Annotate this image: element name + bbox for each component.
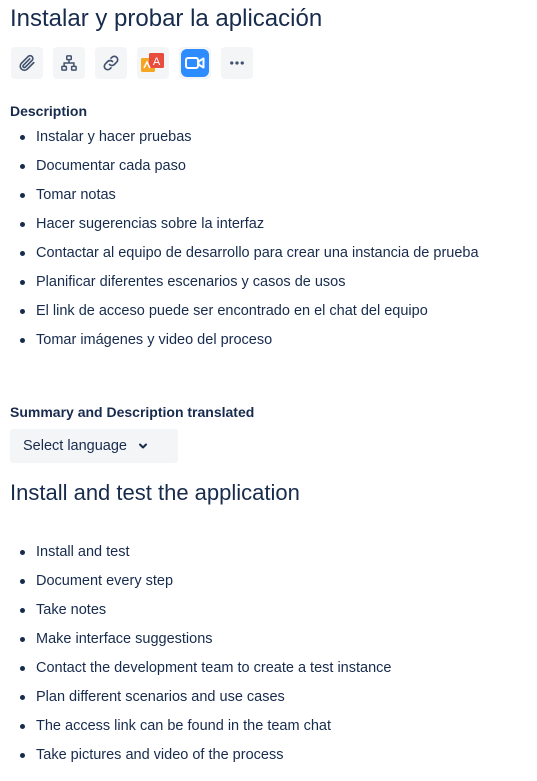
translated-list (0, 542, 391, 765)
list-item: Contactar al equipo de desarrollo para crear una instancia de prueba (0, 243, 479, 263)
list-item: Plan different scenarios and use cases (0, 687, 391, 707)
hierarchy-icon (60, 54, 78, 72)
list-item: Contact the development team to create a test instance (0, 658, 391, 678)
list-item: Tomar imágenes y video del proceso (0, 330, 479, 350)
translate-app-button[interactable] (137, 47, 169, 79)
list-item: Instalar y hacer pruebas (0, 127, 479, 147)
list-item: Make interface suggestions (0, 629, 391, 649)
list-item: Take pictures and video of the process (0, 745, 391, 765)
more-actions-button[interactable] (221, 47, 253, 79)
list-item[interactable]: El link de acceso puede ser encontrado en el chat del equipo (0, 301, 479, 321)
video-camera-icon (181, 49, 209, 77)
description-list (0, 127, 479, 350)
list-item: Install and test (0, 542, 391, 562)
svg-text:A: A (152, 56, 161, 68)
issue-toolbar (11, 47, 253, 79)
link-issue-button[interactable] (95, 47, 127, 79)
issue-title[interactable]: Instalar y probar la aplicación (10, 5, 323, 32)
description-label: Description (10, 103, 88, 119)
language-select-label: Select language (23, 438, 127, 454)
child-issue-button[interactable] (53, 47, 85, 79)
list-item: Take notes (0, 600, 391, 620)
link-icon (102, 54, 120, 72)
list-item: Planificar diferentes escenarios y casos de usos (0, 272, 479, 292)
attach-button[interactable] (11, 47, 43, 79)
translate-app-icon (140, 51, 166, 75)
list-item: Tomar notas (0, 185, 479, 205)
translation-label: Summary and Description translated (10, 404, 255, 420)
list-item: Document every step (0, 571, 391, 591)
list-item: Hacer sugerencias sobre la interfaz (0, 214, 479, 234)
list-item: Documentar cada paso (0, 156, 479, 176)
language-select[interactable] (10, 429, 178, 463)
video-button[interactable] (179, 47, 211, 79)
paperclip-icon (18, 54, 36, 72)
chevron-down-icon (137, 440, 149, 452)
list-item: The access link can be found in the team chat (0, 716, 391, 736)
translated-title: Install and test the application (10, 480, 300, 505)
more-icon (228, 54, 246, 72)
